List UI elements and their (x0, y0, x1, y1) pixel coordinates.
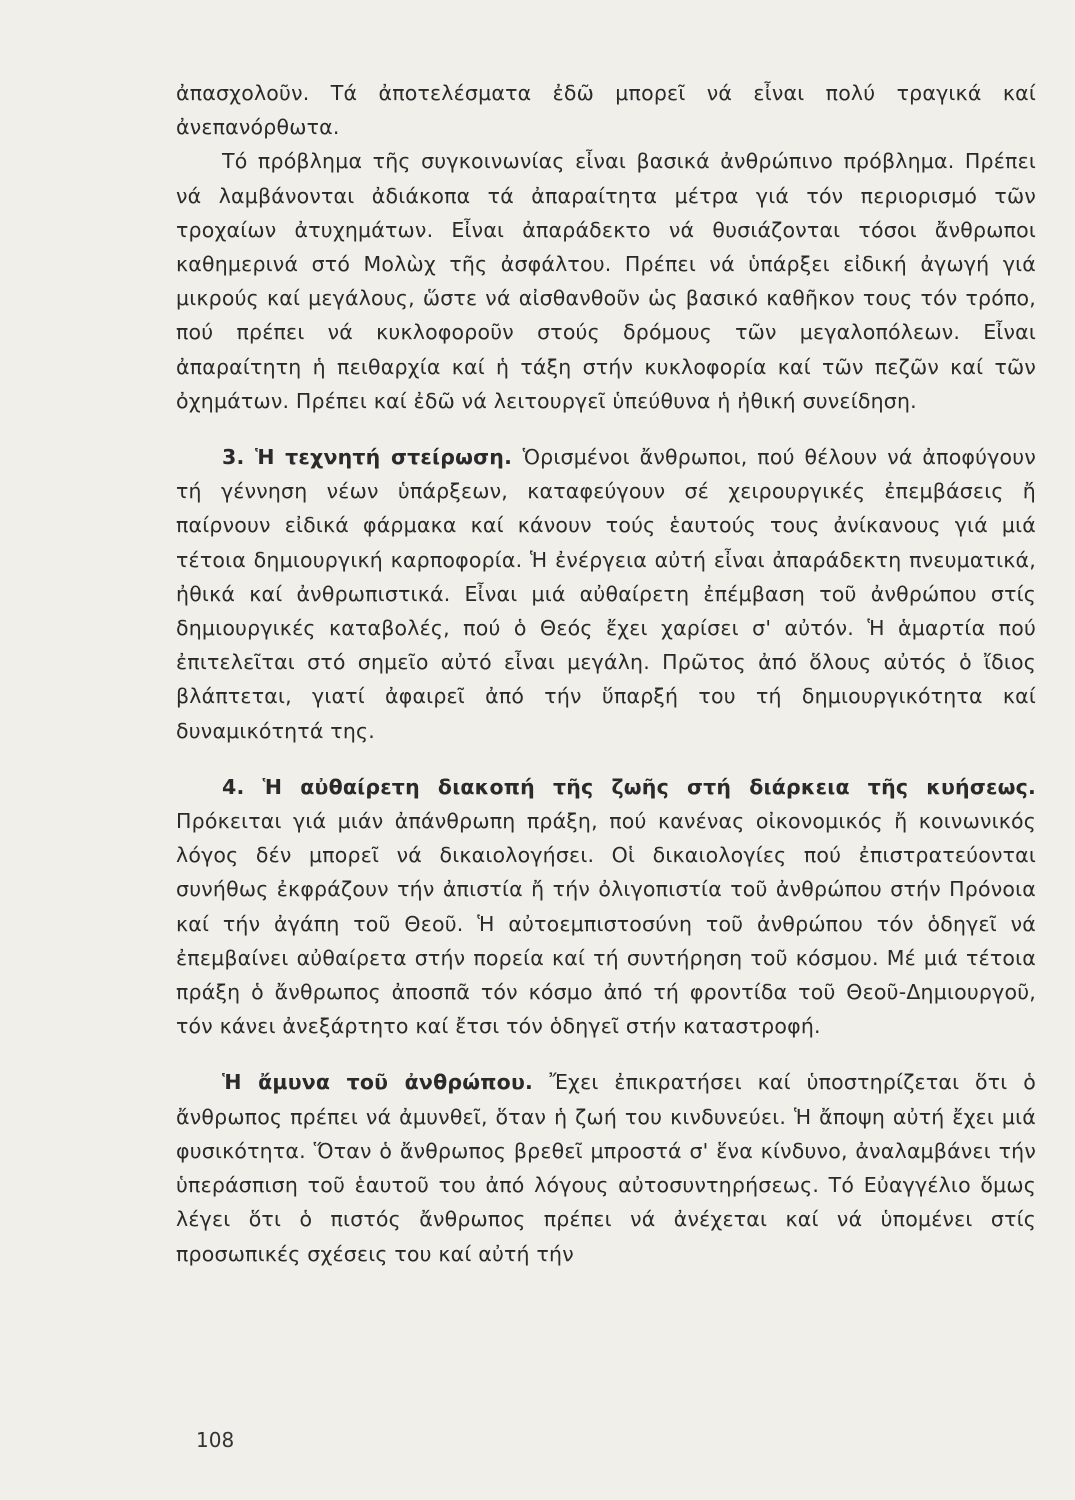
paragraph-text: ἀπασχολοῦν. Τά ἀποτελέσματα ἐδῶ μπορεῖ νά εἶναι πολύ τραγικά καί ἀνεπανόρθωτα. (176, 81, 1036, 140)
paragraph-text: Τό πρόβλημα τῆς συγκοινωνίας εἶναι βασικά ἀνθρώπινο πρόβλημα. Πρέπει νά λαμβάνονται ἀδιάκοπα τά ἀπαραίτητα μέτρα γιά τόν περιορισμό τῶν τροχαίων ἀτυχημάτων. Εἶναι ἀπαράδεκτο νά θυσιάζονται τόσοι ἄνθρωποι καθημερινά στό Μολὼχ τῆς ἀσφάλτου. Πρέπει νά ὑπάρξει εἰδική ἀγωγή γιά μικρούς καί μεγάλους, ὥστε νά αἰσθανθοῦν ὡς βασικό καθῆκον τους τόν τρόπο, πού πρέπει νά κυκλοφοροῦν στούς δρόμους τῶν μεγαλοπόλεων. Εἶναι ἀπαραίτητη ἡ πειθαρχία καί ἡ τάξη στήν κυκλοφορία καί τῶν πεζῶν καί τῶν ὀχημάτων. Πρέπει καί ἐδῶ νά λειτουργεῖ ὑπεύθυνα ἡ ἠθική συνείδηση. (176, 149, 1036, 413)
paragraph-continuation (176, 76, 1036, 144)
section-heading: Ἡ ἄμυνα τοῦ ἀνθρώπου. (222, 1070, 550, 1095)
paragraph-traffic-problem (176, 144, 1036, 418)
paragraph-text: Ἔχει ἐπικρατήσει καί ὑποστηρίζεται ὅτι ὁ ἄνθρωπος πρέπει νά ἀμυνθεῖ, ὅταν ἡ ζωή του κινδυνεύει. Ἡ ἄποψη αὐτή ἔχει μιά φυσικότητα. Ὅταν ὁ ἄνθρωπος βρεθεῖ μπροστά σ' ἕνα κίνδυνο, ἀναλαμβάνει τήν ὑπεράσπιση τοῦ ἑαυτοῦ του ἀπό λόγους αὐτοσυντηρήσεως. Τό Εὐαγγέλιο ὅμως λέγει ὅτι ὁ πιστός ἄνθρωπος πρέπει νά ἀνέχεται καί νά ὑπομένει στίς προσωπικές σχέσεις του καί αὐτή τήν (176, 1070, 1036, 1266)
paragraph-text: Πρόκειται γιά μιάν ἀπάνθρωπη πράξη, πού κανένας οἰκονομικός ἤ κοινωνικός λόγος δέν μπορεῖ νά δικαιολογήσει. Οἱ δικαιολογίες πού ἐπιστρατεύονται συνήθως ἐκφράζουν τήν ἀπιστία ἤ τήν ὀλιγοπιστία τοῦ ἀνθρώπου στήν Πρόνοια καί τήν ἀγάπη τοῦ Θεοῦ. Ἡ αὐτοεμπιστοσύνη τοῦ ἀνθρώπου τόν ὁδηγεῖ νά ἐπεμβαίνει αὐθαίρετα στήν πορεία καί τή συντήρηση τοῦ κόσμου. Μέ μιά τέτοια πράξη ὁ ἄνθρωπος ἀποσπᾶ τόν κόσμο ἀπό τή φροντίδα τοῦ Θεοῦ-Δημιουργοῦ, τόν κάνει ἀνεξάρτητο καί ἔτσι τόν ὁδηγεῖ στήν καταστροφή. (176, 809, 1036, 1039)
section-self-defense (176, 1065, 1036, 1270)
section-termination-of-pregnancy (176, 770, 1036, 1044)
section-heading: 4. Ἡ αὐθαίρετη διακοπή τῆς ζωῆς στή διάρκεια τῆς κυήσεως. (222, 774, 1036, 799)
paragraph-text: Ὁρισμένοι ἄνθρωποι, πού θέλουν νά ἀποφύγουν τή γέννηση νέων ὑπάρξεων, καταφεύγουν σέ χειρουργικές ἐπεμβάσεις ἤ παίρνουν εἰδικά φάρμακα καί κάνουν τούς ἑαυτούς τους ἀνίκανους γιά μιά τέτοια δημιουργική καρποφορία. Ἡ ἐνέργεια αὐτή εἶναι ἀπαράδεκτη πνευματικά, ἠθικά καί ἀνθρωπιστικά. Εἶναι μιά αὐθαίρετη ἐπέμβαση τοῦ ἀνθρώπου στίς δημιουργικές καταβολές, πού ὁ Θεός ἔχει χαρίσει σ' αὐτόν. Ἡ ἁμαρτία πού ἐπιτελεῖται στό σημεῖο αὐτό εἶναι μεγάλη. Πρῶτος ἀπό ὅλους αὐτός ὁ ἴδιος βλάπτεται, γιατί ἀφαιρεῖ ἀπό τήν ὕπαρξή του τή δημιουργικότητα καί δυναμικότητά της. (176, 445, 1037, 743)
body-text (176, 76, 1036, 1271)
page-number: 108 (196, 1428, 235, 1452)
section-artificial-sterilization (176, 440, 1036, 748)
section-heading: 3. Ἡ τεχνητή στείρωση. (222, 445, 523, 470)
